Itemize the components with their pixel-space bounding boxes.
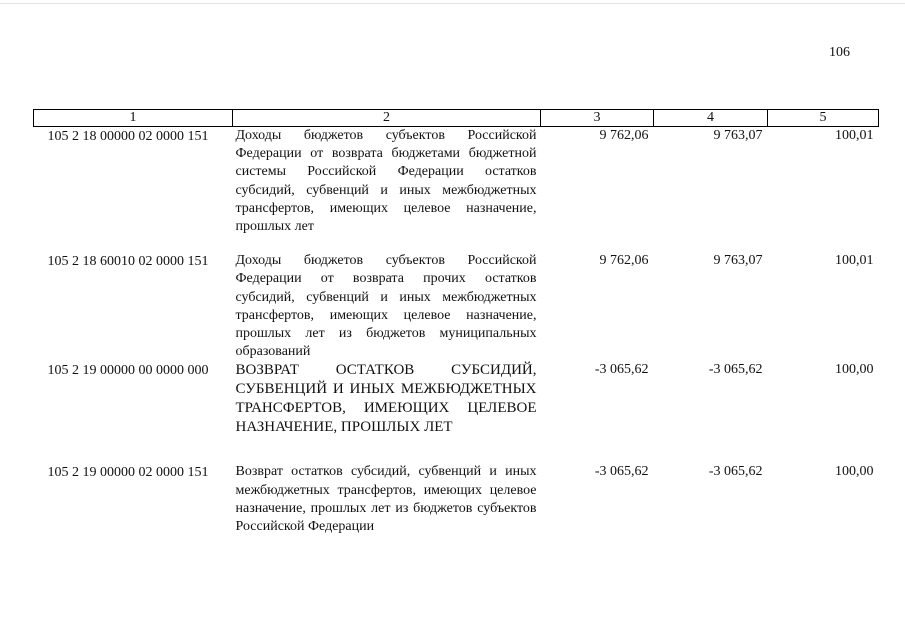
row-col3: 9 762,06 [599, 253, 649, 269]
budget-table [33, 109, 879, 536]
header-col-5: 5 [768, 110, 879, 127]
row-code: 105 2 19 00000 02 0000 151 [47, 465, 209, 481]
row-col4: 9 763,07 [713, 128, 763, 143]
row-col5: 100,01 [835, 128, 874, 143]
row-col5: 100,00 [835, 362, 874, 378]
table-row [34, 127, 879, 253]
table-row [34, 463, 879, 536]
row-code: 105 2 18 00000 02 0000 151 [47, 129, 209, 144]
row-col3: -3 065,62 [594, 362, 649, 378]
row-col4: -3 065,62 [708, 464, 763, 480]
row-col3: 9 762,06 [599, 128, 649, 143]
row-name: Доходы бюджетов субъектов Российской Федерации от возврата бюджетами бюджетной системы Российской Федерации остатков субсидий, субвенций и иных межбюджетных трансфертов, имеющих целевое назначение, прошлых лет [235, 128, 537, 235]
header-col-3: 3 [541, 110, 654, 127]
row-col5: 100,00 [835, 464, 874, 480]
row-name: Доходы бюджетов субъектов Российской Федерации от возврата прочих остатков субсидий, субвенций и иных межбюджетных трансфертов, имеющих целевое назначение, прошлых лет из бюджетов муниципальных образований [235, 253, 537, 360]
row-col5: 100,01 [835, 253, 874, 269]
table-header-row [34, 110, 879, 127]
scan-artifact-top [0, 3, 905, 4]
row-col3: -3 065,62 [594, 464, 649, 480]
row-col4: 9 763,07 [713, 253, 763, 269]
row-code: 105 2 18 60010 02 0000 151 [47, 254, 209, 270]
row-col4: -3 065,62 [708, 362, 763, 378]
row-name: ВОЗВРАТ ОСТАТКОВ СУБСИДИЙ, СУБВЕНЦИЙ И ИНЫХ МЕЖБЮДЖЕТНЫХ ТРАНСФЕРТОВ, ИМЕЮЩИХ ЦЕЛЕВОЕ НАЗНАЧЕНИЕ, ПРОШЛЫХ ЛЕТ [235, 362, 537, 436]
row-name: Возврат остатков субсидий, субвенций и иных межбюджетных трансфертов, имеющих целевое назначение, прошлых лет из бюджетов субъектов Российской Федерации [235, 464, 537, 535]
header-col-2: 2 [233, 110, 541, 127]
header-col-1: 1 [34, 110, 233, 127]
header-col-4: 4 [654, 110, 768, 127]
table-row [34, 361, 879, 463]
table-row [34, 252, 879, 361]
page-number: 106 [829, 45, 850, 60]
row-code: 105 2 19 00000 00 0000 000 [47, 363, 209, 379]
